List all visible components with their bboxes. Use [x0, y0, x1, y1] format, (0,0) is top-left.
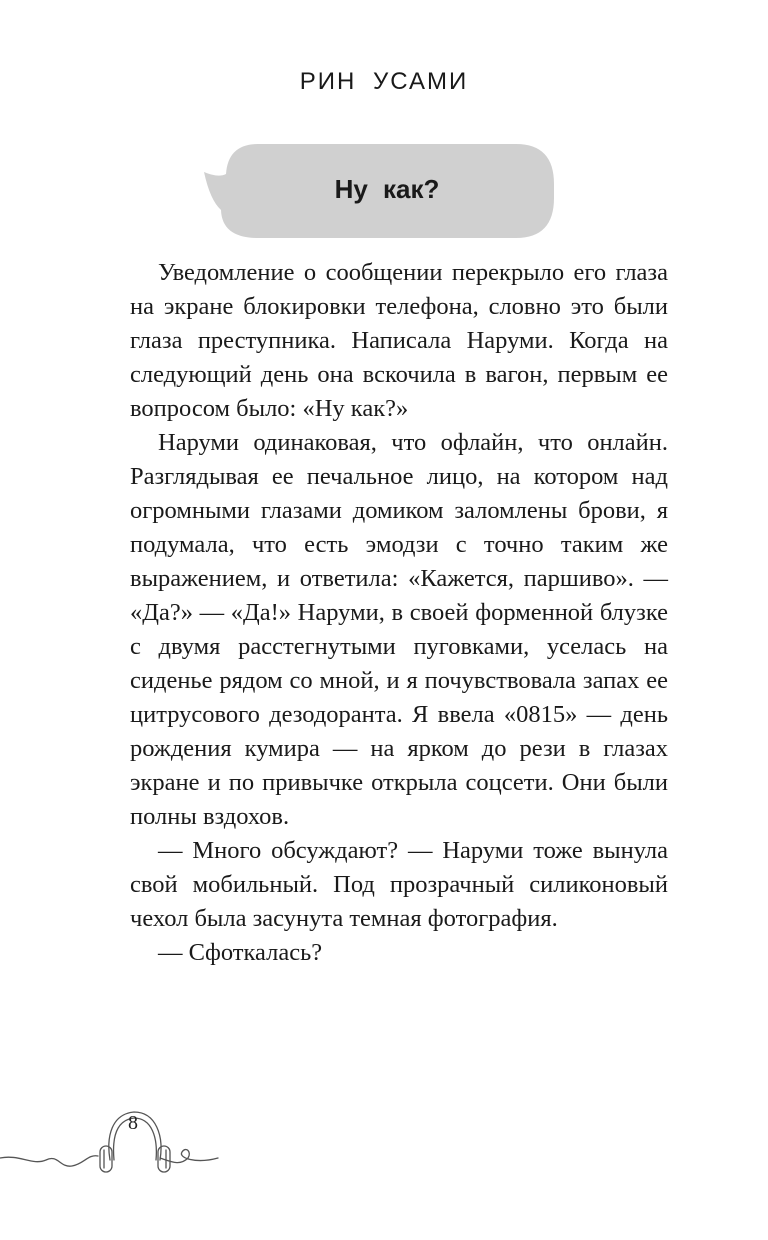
paragraph: Наруми одинаковая, что офлайн, что онлайн. Разглядывая ее печальное лицо, на котором над огромными глазами домиком заломлены брови, я подумала, что есть эмодзи с точно таким же выражением, и ответила: «Кажется, паршиво». — «Да?» — «Да!» Наруми, в своей форменной блузке с двумя расстегнутыми пуговками, уселась на сиденье рядом со мной, и я почувствовала запах ее цитрусового дезодоранта. Я ввела «0815» — день рождения кумира — на ярком до рези в глазах экране и по привычке открыла соцсети. Они были полны вздохов.: [130, 429, 668, 830]
page-number: 8: [128, 1112, 138, 1134]
chat-bubble-text: Ну как?: [334, 173, 440, 204]
body-text: [130, 256, 668, 970]
paragraph: — Много обсуждают? — Наруми тоже вынула свой мобильный. Под прозрачный силиконовый чехол была засунута темная фотография.: [130, 837, 668, 932]
running-title: РИН УСАМИ: [299, 68, 469, 95]
paragraph: Уведомление о сообщении перекрыло его глаза на экране блокировки телефона, словно это были глаза преступника. Написала Наруми. Когда на следующий день она вскочила в вагон, первым ее вопросом было: «Ну как?»: [130, 259, 668, 422]
chat-bubble: [200, 140, 560, 240]
paragraph: — Сфоткалась?: [158, 939, 323, 966]
headphones-icon: [0, 1096, 220, 1186]
